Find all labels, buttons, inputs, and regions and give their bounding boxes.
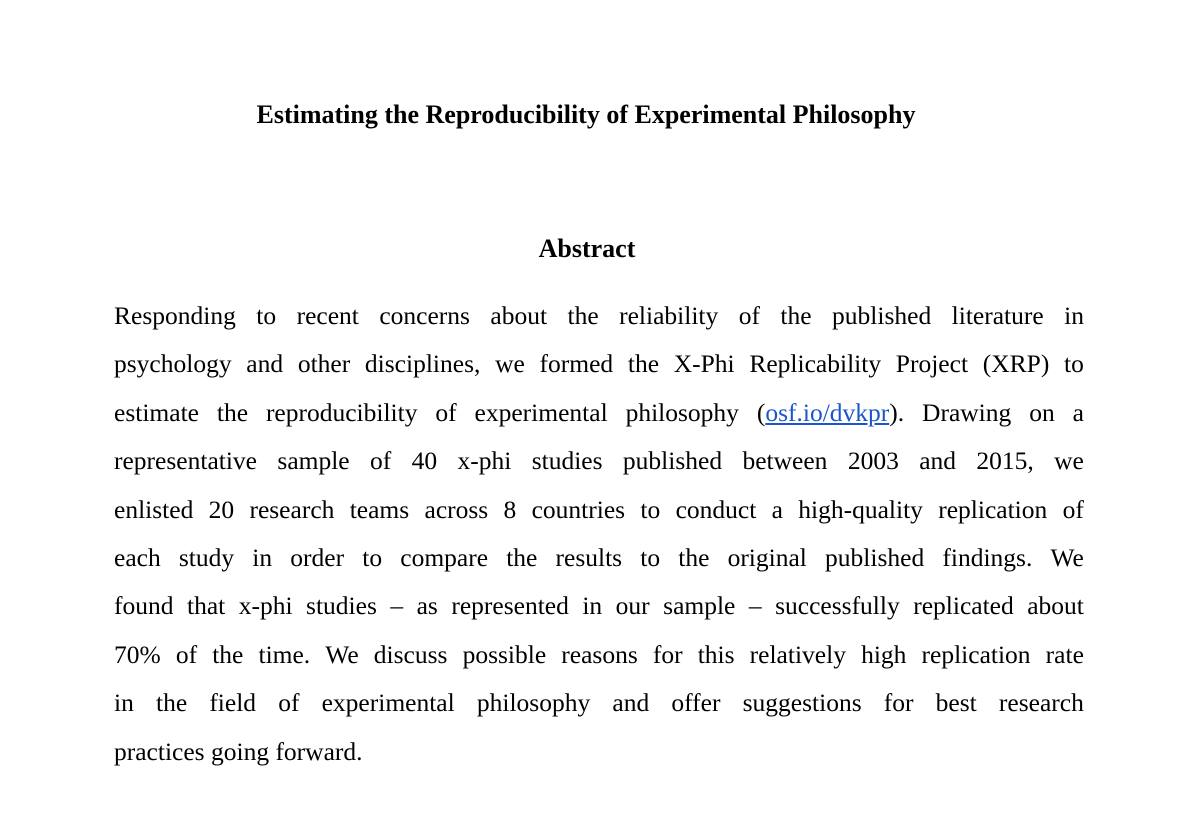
word: philosophy (476, 688, 591, 718)
abstract-line (114, 299, 1084, 347)
word: of (175, 639, 198, 669)
word: a (1072, 397, 1084, 427)
word: to (1064, 349, 1084, 379)
word: 8 (503, 494, 517, 524)
word: 40 (411, 446, 438, 476)
word: the (627, 349, 660, 379)
abstract-line (114, 589, 1084, 637)
word: conduct (675, 494, 757, 524)
word: best (935, 688, 977, 718)
word: relatively (749, 639, 846, 669)
word: successfully (775, 591, 900, 621)
word: of (435, 397, 457, 427)
word: estimate (114, 397, 199, 427)
word: recent (296, 301, 359, 330)
word: to (362, 542, 383, 572)
word: of (278, 688, 300, 718)
word: We (325, 639, 359, 669)
word: we (1054, 446, 1084, 476)
word: that (186, 591, 226, 621)
word: replicated (913, 591, 1014, 621)
word: to (640, 542, 661, 572)
word: experimental (474, 397, 608, 427)
osf-link[interactable]: osf.io/dvkpr (765, 397, 890, 427)
word: published (622, 446, 723, 476)
word: research (998, 688, 1084, 718)
word: study (178, 542, 235, 572)
word: possible (462, 639, 547, 669)
word: enlisted (114, 494, 194, 524)
word: 70% (114, 639, 161, 669)
word: literature (951, 301, 1044, 330)
word: disciplines, (364, 349, 481, 379)
word: offer (671, 688, 721, 718)
word: concerns (379, 301, 470, 330)
word: and (919, 446, 957, 476)
word: formed (539, 349, 614, 379)
word: other (297, 349, 351, 379)
word: we (495, 349, 525, 379)
word: replication (921, 639, 1031, 669)
word: field (209, 688, 257, 718)
word: about (490, 301, 548, 330)
word: Project (895, 349, 969, 379)
abstract-line (114, 541, 1084, 589)
word: representative (114, 446, 258, 476)
word: studies (306, 591, 377, 621)
word: time. (258, 639, 311, 669)
word: x-phi (238, 591, 293, 621)
word: experimental (321, 688, 455, 718)
word: sample (277, 446, 350, 476)
word: in (114, 688, 134, 718)
word: this (697, 639, 735, 669)
word: published (825, 542, 925, 572)
word: the (678, 542, 710, 572)
abstract-line-last: practices going forward. (114, 736, 363, 766)
word: a (771, 494, 783, 524)
word: of (370, 446, 392, 476)
abstract-body (114, 299, 1084, 783)
word: reasons (561, 639, 638, 669)
word: the (216, 397, 249, 427)
word: 2015, (976, 446, 1034, 476)
word: (osf.io/dvkpr). (756, 397, 905, 427)
word: our (615, 591, 650, 621)
word: to (640, 494, 661, 524)
word: of (1062, 494, 1084, 524)
word: high-quality (798, 494, 923, 524)
abstract-line (114, 444, 1084, 492)
word: (XRP) (982, 349, 1050, 379)
word: between (742, 446, 828, 476)
word: – (748, 591, 762, 621)
word: 20 (208, 494, 235, 524)
word: rate (1045, 639, 1084, 669)
word: suggestions (742, 688, 862, 718)
word: published (832, 301, 932, 330)
word: sample (663, 591, 736, 621)
word: in (582, 591, 603, 621)
word: teams (349, 494, 410, 524)
word: of (738, 301, 760, 330)
word: in (252, 542, 273, 572)
word: order (290, 542, 345, 572)
abstract-heading: Abstract (538, 234, 636, 263)
word: Responding (114, 301, 236, 330)
word: and (246, 349, 284, 379)
word: found (114, 591, 174, 621)
word: for (883, 688, 914, 718)
word: original (727, 542, 807, 572)
word: each (114, 542, 161, 572)
word: reliability (619, 301, 719, 330)
word: 2003 (847, 446, 899, 476)
word: the (567, 301, 599, 330)
word: represented (451, 591, 569, 621)
word: psychology (114, 349, 232, 379)
abstract-line (114, 686, 1084, 734)
abstract-line (114, 347, 1084, 395)
abstract-line-with-link (114, 396, 1084, 444)
abstract-line (114, 493, 1084, 541)
word: and (612, 688, 650, 718)
word: studies (531, 446, 603, 476)
word: findings. (942, 542, 1033, 572)
word: countries (531, 494, 626, 524)
word: across (424, 494, 489, 524)
paper-title: Estimating the Reproducibility of Experimental Philosophy (256, 100, 916, 129)
word: the (212, 639, 244, 669)
word: for (652, 639, 683, 669)
word: research (249, 494, 335, 524)
word: reproducibility (265, 397, 418, 427)
word: x-phi (457, 446, 512, 476)
word: the (780, 301, 812, 330)
word: compare (400, 542, 489, 572)
word: Drawing (922, 397, 1012, 427)
word: the (156, 688, 188, 718)
word: X-Phi (673, 349, 735, 379)
word: in (1064, 301, 1084, 330)
word: to (256, 301, 277, 330)
word: about (1027, 591, 1084, 621)
word: We (1050, 542, 1084, 572)
word: as (416, 591, 438, 621)
word: discuss (373, 639, 448, 669)
word: high (861, 639, 907, 669)
abstract-line (114, 638, 1084, 686)
word: Replicability (749, 349, 882, 379)
word: – (390, 591, 404, 621)
word: on (1029, 397, 1055, 427)
word: replication (938, 494, 1048, 524)
word: the (506, 542, 538, 572)
word: philosophy (625, 397, 739, 427)
word: results (555, 542, 623, 572)
